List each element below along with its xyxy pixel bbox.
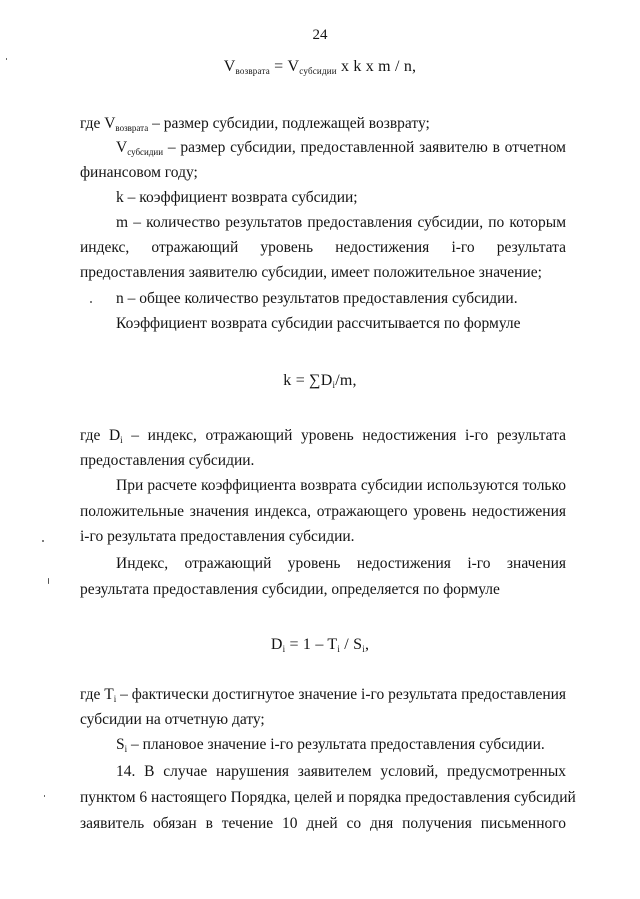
scan-speck	[42, 540, 44, 542]
def-v-return	[80, 115, 566, 137]
def-si-text: – плановое значение i-го результата предоставления субсидии.	[127, 736, 545, 753]
def-ti-line1	[80, 686, 566, 708]
def-v-subsidy-prefix: V	[116, 139, 128, 156]
def-v-return-prefix: где V	[80, 115, 116, 132]
def-si-prefix: S	[116, 736, 125, 753]
para-positive-line1: При расчете коэффициента возврата субсидии используются только	[116, 477, 566, 494]
def-di-line1	[80, 427, 566, 449]
formula-di	[0, 636, 640, 654]
para-14-line1: 14. В случае нарушения заявителем условий, предусмотренных	[116, 763, 566, 780]
formula-k-sub: i	[332, 380, 336, 390]
def-si-sub: i	[124, 744, 128, 754]
def-v-return-sub: возврата	[115, 123, 149, 133]
formula-di-mid: = 1 – T	[285, 636, 338, 653]
formula-rest: x k x m / n,	[336, 58, 417, 75]
formula-di-sub2: i	[337, 644, 341, 654]
formula-di-slash: / S	[340, 636, 363, 653]
def-di-text: – индекс, отражающий уровень недостижения i-го результата	[122, 427, 566, 444]
formula-di-sub1: i	[282, 644, 286, 654]
para-positive-line3: i-го результата предоставления субсидии.	[80, 528, 355, 545]
page-number: 24	[312, 27, 328, 43]
def-m-line2: индекс, отражающий уровень недостижения i-го результата	[80, 239, 566, 256]
def-n: n – общее количество результатов предоставления субсидии.	[116, 290, 518, 307]
para-14-line2: пунктом 6 настоящего Порядка, целей и порядка предоставления субсидий	[80, 789, 576, 806]
def-m-line1: m – количество результатов предоставления субсидии, по которым	[116, 214, 566, 231]
para-14-line3: заявитель обязан в течение 10 дней со дня получения письменного	[80, 815, 566, 832]
k-intro: Коэффициент возврата субсидии рассчитывается по формуле	[116, 315, 521, 332]
def-si	[116, 736, 566, 758]
formula-k	[0, 372, 640, 390]
def-v-subsidy-line1	[116, 139, 566, 161]
formula-eq: =	[269, 58, 288, 75]
def-v-subsidy-text: – размер субсидии, предоставленной заявителю в отчетном	[163, 139, 566, 156]
formula-sub-return: возврата	[235, 66, 270, 76]
formula-v2: V	[287, 58, 300, 75]
formula-k-right: /m,	[335, 372, 357, 389]
def-ti-text: – фактически достигнутое значение i-го результата предоставления	[116, 686, 567, 703]
def-ti-sub: i	[113, 694, 117, 704]
def-v-subsidy-line2: финансовом году;	[80, 164, 198, 181]
def-m-line3: предоставления заявителю субсидии, имеет положительное значение;	[80, 264, 542, 281]
formula-di-sub3: i	[362, 644, 365, 654]
def-di-prefix: где D	[80, 427, 121, 444]
formula-return-amount	[0, 58, 640, 76]
para-index-line2: результата предоставления субсидии, определяется по формуле	[80, 581, 500, 598]
formula-sub-subsidy: субсидии	[299, 66, 337, 76]
scan-speck	[6, 58, 7, 60]
def-ti-prefix: где T	[80, 686, 114, 703]
scan-speck	[44, 795, 45, 797]
def-di-sub: i	[120, 435, 123, 445]
para-index-line1: Индекс, отражающий уровень недостижения i-го значения	[116, 555, 566, 572]
def-di-line2: предоставления субсидии.	[80, 452, 255, 469]
formula-v: V	[223, 58, 236, 75]
def-v-return-text: – размер субсидии, подлежащей возврату;	[148, 115, 430, 132]
formula-di-d: D	[270, 636, 283, 653]
def-v-subsidy-sub: субсидии	[127, 147, 164, 157]
formula-di-end: ,	[364, 636, 370, 653]
def-ti-line2: субсидии на отчетную дату;	[80, 711, 265, 728]
def-k: k – коэффициент возврата субсидии;	[116, 189, 358, 206]
formula-k-left: k = ∑D	[283, 372, 333, 389]
scan-speck	[90, 301, 92, 303]
scan-speck	[48, 578, 49, 584]
para-positive-line2: положительные значения индекса, отражающего уровень недостижения	[80, 503, 566, 520]
